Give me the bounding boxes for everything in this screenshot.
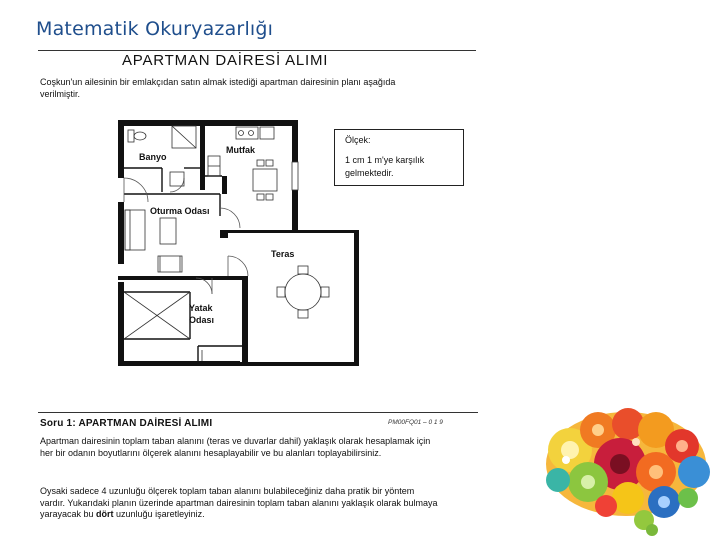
room-label-kitchen: Mutfak xyxy=(226,145,255,155)
slide-title: Matematik Okuryazarlığı xyxy=(36,18,274,40)
question-top-rule xyxy=(38,412,478,413)
question-header: Soru 1: APARTMAN DAİRESİ ALIMI xyxy=(40,418,213,429)
document-title: APARTMAN DAİRESİ ALIMI xyxy=(122,52,329,69)
terrace-fixtures xyxy=(277,266,329,318)
room-label-living-room: Oturma Odası xyxy=(150,206,210,216)
brain-gears-icon xyxy=(546,408,710,536)
question-paragraph-2 xyxy=(40,486,440,521)
floor-plan xyxy=(110,114,360,369)
inner-walls xyxy=(124,168,242,361)
brain-gears-illustration xyxy=(536,402,716,538)
scale-label: Ölçek: xyxy=(345,135,371,145)
paragraph-2-tail: uzunluğu işaretleyiniz. xyxy=(113,509,205,519)
kitchen-fixtures xyxy=(208,127,298,200)
question-paragraph-1: Apartman dairesinin toplam taban alanını (teras ve duvarlar dahil) yaklaşık olarak hesaplamak için her bir odanın boyutlarını ölçerek alanını hesaplayabilir ve bu alanları toplayabilirsiniz. xyxy=(40,436,431,458)
room-label-bathroom: Banyo xyxy=(139,152,167,162)
paragraph-2-text: Oysaki sadece 4 uzunluğu ölçerek toplam taban alanını bulabileceğiniz daha pratik bir yöntem vardır. Yukarıdaki planın üzerinde apartman dairesinin toplam taban alanını yaklaşık olarak bulmaya yarayacak bu xyxy=(40,486,438,519)
room-label-terrace: Teras xyxy=(271,249,295,259)
scale-text: 1 cm 1 m'ye karşılık gelmektedir. xyxy=(345,155,425,178)
paragraph-2-bold: dört xyxy=(96,509,114,519)
intro-text: Coşkun'un ailesinin bir emlakçıdan satın almak istediği apartman dairesinin planı aşağıda verilmiştir. xyxy=(40,77,396,99)
room-label-bedroom-line1: Yatak xyxy=(189,303,213,313)
room-label-bedroom-line2: Odası xyxy=(189,315,215,325)
title-top-rule xyxy=(38,50,476,51)
question-code: PM00FQ01 – 0 1 9 xyxy=(388,419,443,426)
living-room-fixtures xyxy=(125,210,182,272)
